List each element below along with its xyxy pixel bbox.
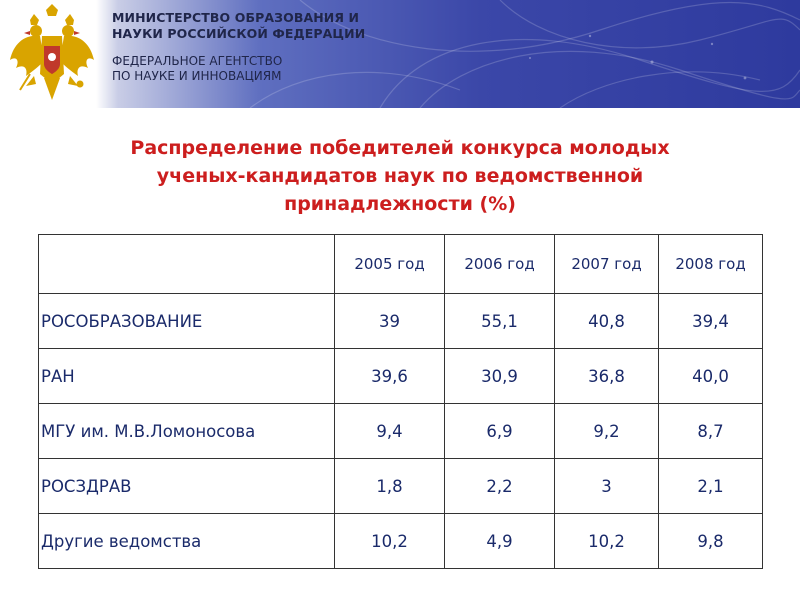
title-line-2: ученых-кандидатов наук по ведомственной: [156, 165, 644, 187]
table-row: [39, 514, 763, 569]
header-text-block: [112, 10, 365, 84]
table-row: [39, 349, 763, 404]
header-cell-empty: [39, 235, 335, 294]
title-line-3: принадлежности (%): [284, 193, 516, 215]
table-cell: 40,8: [555, 294, 659, 349]
table-cell: 2,2: [445, 459, 555, 514]
table-cell: 40,0: [659, 349, 763, 404]
table-cell: 4,9: [445, 514, 555, 569]
header-cell-2005: 2005 год: [335, 235, 445, 294]
agency-line-2: ПО НАУКЕ И ИННОВАЦИЯМ: [112, 69, 282, 83]
slide-title: [40, 134, 760, 218]
table-cell: 39,4: [659, 294, 763, 349]
table-cell: 8,7: [659, 404, 763, 459]
agency-name: [112, 54, 365, 84]
row-label: МГУ им. М.В.Ломоносова: [39, 404, 335, 459]
table-cell: 55,1: [445, 294, 555, 349]
ministry-line-1: МИНИСТЕРСТВО ОБРАЗОВАНИЯ И: [112, 10, 360, 25]
table-cell: 36,8: [555, 349, 659, 404]
russian-double-headed-eagle-icon: [6, 4, 98, 104]
row-label: Другие ведомства: [39, 514, 335, 569]
table-cell: 9,2: [555, 404, 659, 459]
table-cell: 30,9: [445, 349, 555, 404]
table-cell: 9,8: [659, 514, 763, 569]
ministry-line-2: НАУКИ РОССИЙСКОЙ ФЕДЕРАЦИИ: [112, 26, 366, 41]
table-row: [39, 294, 763, 349]
header-banner: [0, 0, 800, 108]
table-cell: 39,6: [335, 349, 445, 404]
table-cell: 2,1: [659, 459, 763, 514]
table-cell: 6,9: [445, 404, 555, 459]
table-cell: 9,4: [335, 404, 445, 459]
table-cell: 10,2: [555, 514, 659, 569]
row-label: РОСОБРАЗОВАНИЕ: [39, 294, 335, 349]
table-row: [39, 459, 763, 514]
ministry-name: [112, 10, 365, 42]
row-label: РОСЗДРАВ: [39, 459, 335, 514]
agency-line-1: ФЕДЕРАЛЬНОЕ АГЕНТСТВО: [112, 54, 283, 68]
table-cell: 39: [335, 294, 445, 349]
title-line-1: Распределение победителей конкурса молодых: [130, 137, 670, 159]
table-cell: 1,8: [335, 459, 445, 514]
table-header-row: [39, 235, 763, 294]
header-cell-2006: 2006 год: [445, 235, 555, 294]
table-cell: 3: [555, 459, 659, 514]
header-cell-2008: 2008 год: [659, 235, 763, 294]
winners-distribution-table: [38, 234, 763, 569]
table-cell: 10,2: [335, 514, 445, 569]
row-label: РАН: [39, 349, 335, 404]
header-cell-2007: 2007 год: [555, 235, 659, 294]
table-row: [39, 404, 763, 459]
